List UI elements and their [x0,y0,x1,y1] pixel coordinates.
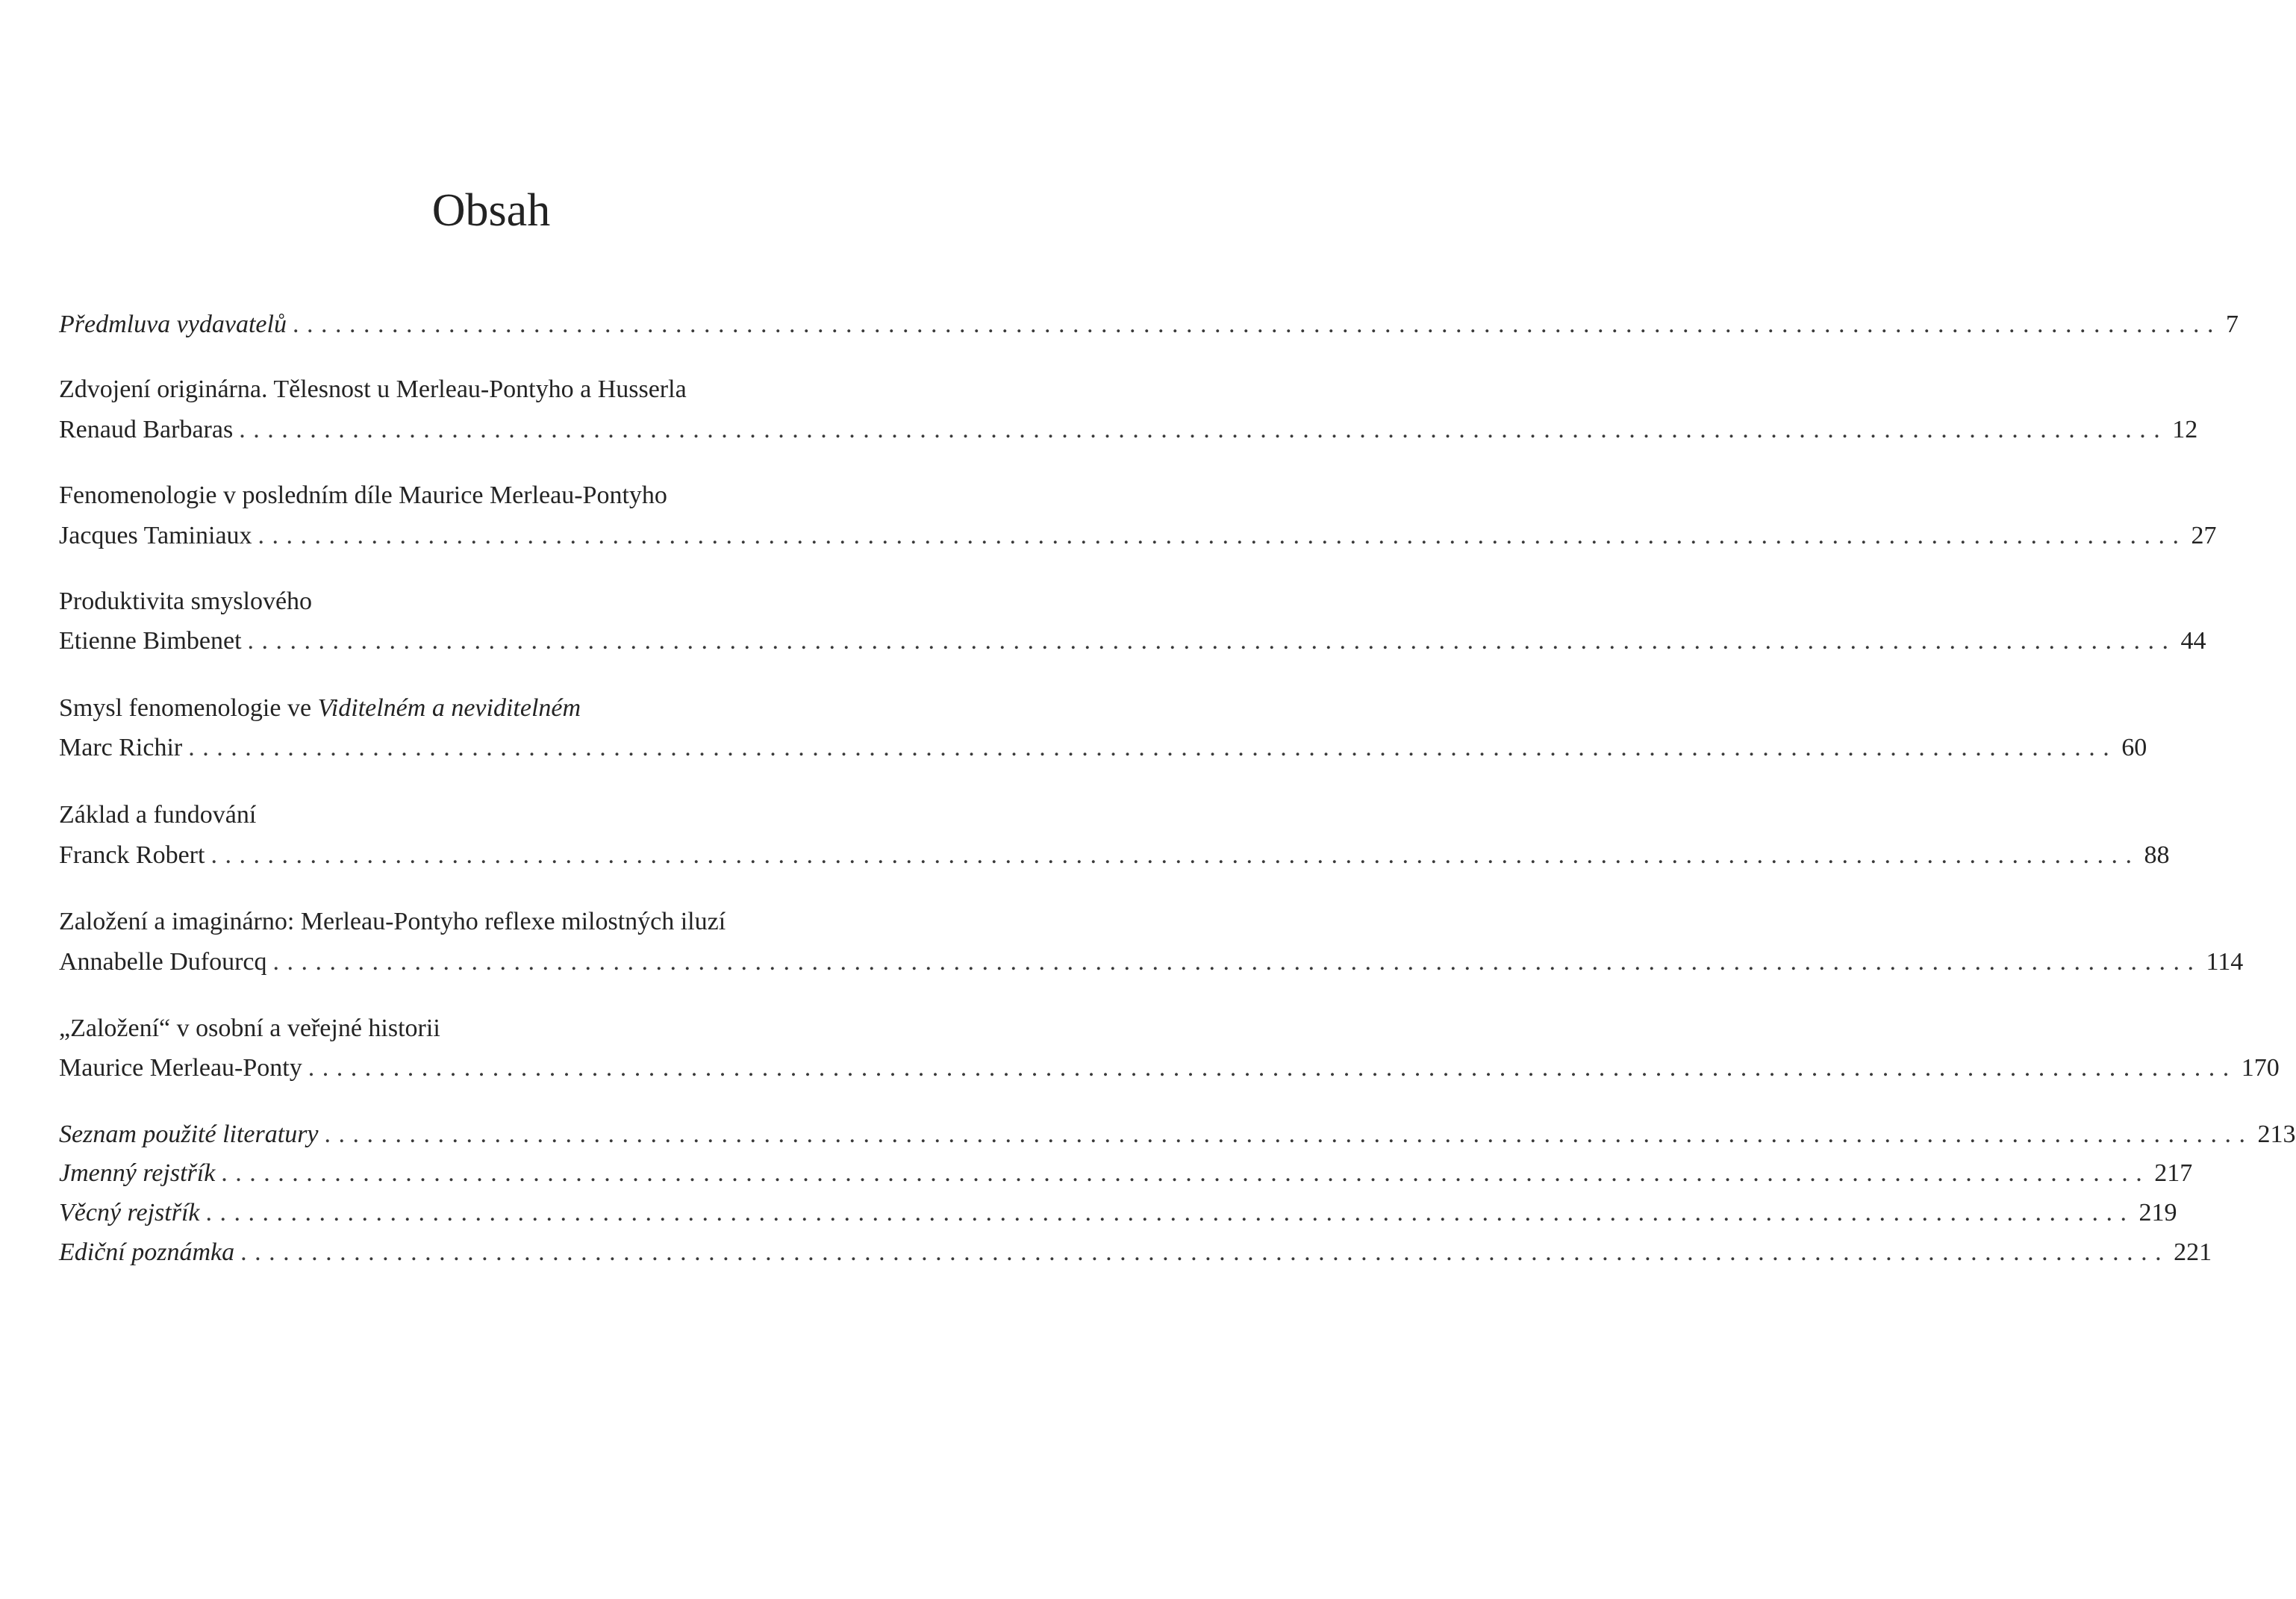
toc-entry-author-line[interactable] [59,520,2217,552]
toc-page-number: 60 [2121,734,2147,761]
toc-entry-label: Jmenný rejstřík [59,1159,216,1187]
toc-page-number: 44 [2180,627,2206,655]
dot-leader: ........................................................................................................................................ [272,948,2202,976]
toc-entry-author-line[interactable] [59,414,2198,446]
toc-entry-label: Předmluva vydavatelů [59,311,287,338]
toc-entry-author: Annabelle Dufourcq [59,948,267,976]
toc-entry-title[interactable]: Založení a imaginárno: Merleau-Pontyho reflexe milostných iluzí [59,908,726,935]
toc-entry-title[interactable]: Základ a fundování [59,801,257,829]
dot-leader: ........................................................................................................................................ [239,416,2168,443]
toc-page-number: 114 [2206,948,2244,976]
toc-entry-label: Ediční poznámka [59,1238,235,1266]
toc-entry-author: Jacques Taminiaux [59,522,252,549]
toc-page-number: 12 [2172,416,2198,443]
toc-entry-title[interactable]: „Založení“ v osobní a veřejné historii [59,1014,440,1042]
toc-entry-title-emphasis: Viditelném a neviditelném [317,694,581,722]
toc-entry-title[interactable] [59,693,922,724]
toc-page-number: 27 [2191,522,2217,549]
toc-entry-author: Maurice Merleau-Ponty [59,1054,302,1082]
dot-leader: ........................................................................................................................................ [210,841,2140,869]
toc-entry-author-line[interactable] [59,947,2244,978]
dot-leader: ........................................................................................................................................ [205,1199,2135,1226]
dot-leader: ........................................................................................................................................ [247,627,2177,655]
toc-entry-title[interactable]: Fenomenologie v posledním díle Maurice Merleau-Pontyho [59,481,667,509]
toc-entry-author-line[interactable] [59,732,2147,764]
toc-page-number: 219 [2139,1199,2177,1226]
toc-page-number: 170 [2241,1054,2280,1082]
toc-entry-title[interactable]: Produktivita smyslového [59,587,313,615]
toc-entry-title[interactable]: Zdvojení originárna. Tělesnost u Merleau-Pontyho a Husserla [59,375,687,403]
toc-entry-title-text: Smysl fenomenologie ve [59,694,318,722]
dot-leader: ........................................................................................................................................ [188,734,2118,761]
toc-entry-author: Marc Richir [59,734,183,761]
toc-entry-author: Etienne Bimbenet [59,627,242,655]
toc-entry-preface[interactable] [59,309,2239,340]
toc-page-number: 7 [2225,311,2239,338]
toc-entry-editorial-note[interactable] [59,1237,2212,1268]
toc-entry-bibliography[interactable] [59,1119,2296,1150]
toc-entry-label: Seznam použité literatury [59,1120,319,1148]
toc-page-number: 221 [2174,1238,2212,1266]
toc-entry-label: Věcný rejstřík [59,1199,200,1226]
toc-entry-author-line[interactable] [59,840,2170,871]
toc-page-number: 213 [2257,1120,2296,1148]
dot-leader: ........................................................................................................................................ [240,1238,2170,1266]
dot-leader: ........................................................................................................................................ [308,1054,2237,1082]
toc-entry-author-line[interactable] [59,626,2206,657]
toc-page-number: 217 [2154,1159,2193,1187]
toc-entry-author-line[interactable] [59,1053,2280,1084]
toc-entry-name-index[interactable] [59,1158,2193,1189]
toc-entry-subject-index[interactable] [59,1197,2177,1229]
toc-page-number: 88 [2144,841,2170,869]
dot-leader: ........................................................................................................................................ [292,311,2221,338]
page-title: Obsah [431,185,551,236]
dot-leader: ........................................................................................................................................ [258,522,2187,549]
toc-entry-author: Franck Robert [59,841,205,869]
dot-leader: ........................................................................................................................................ [324,1120,2253,1148]
toc-entry-author: Renaud Barbaras [59,416,234,443]
dot-leader: ........................................................................................................................................ [221,1159,2150,1187]
